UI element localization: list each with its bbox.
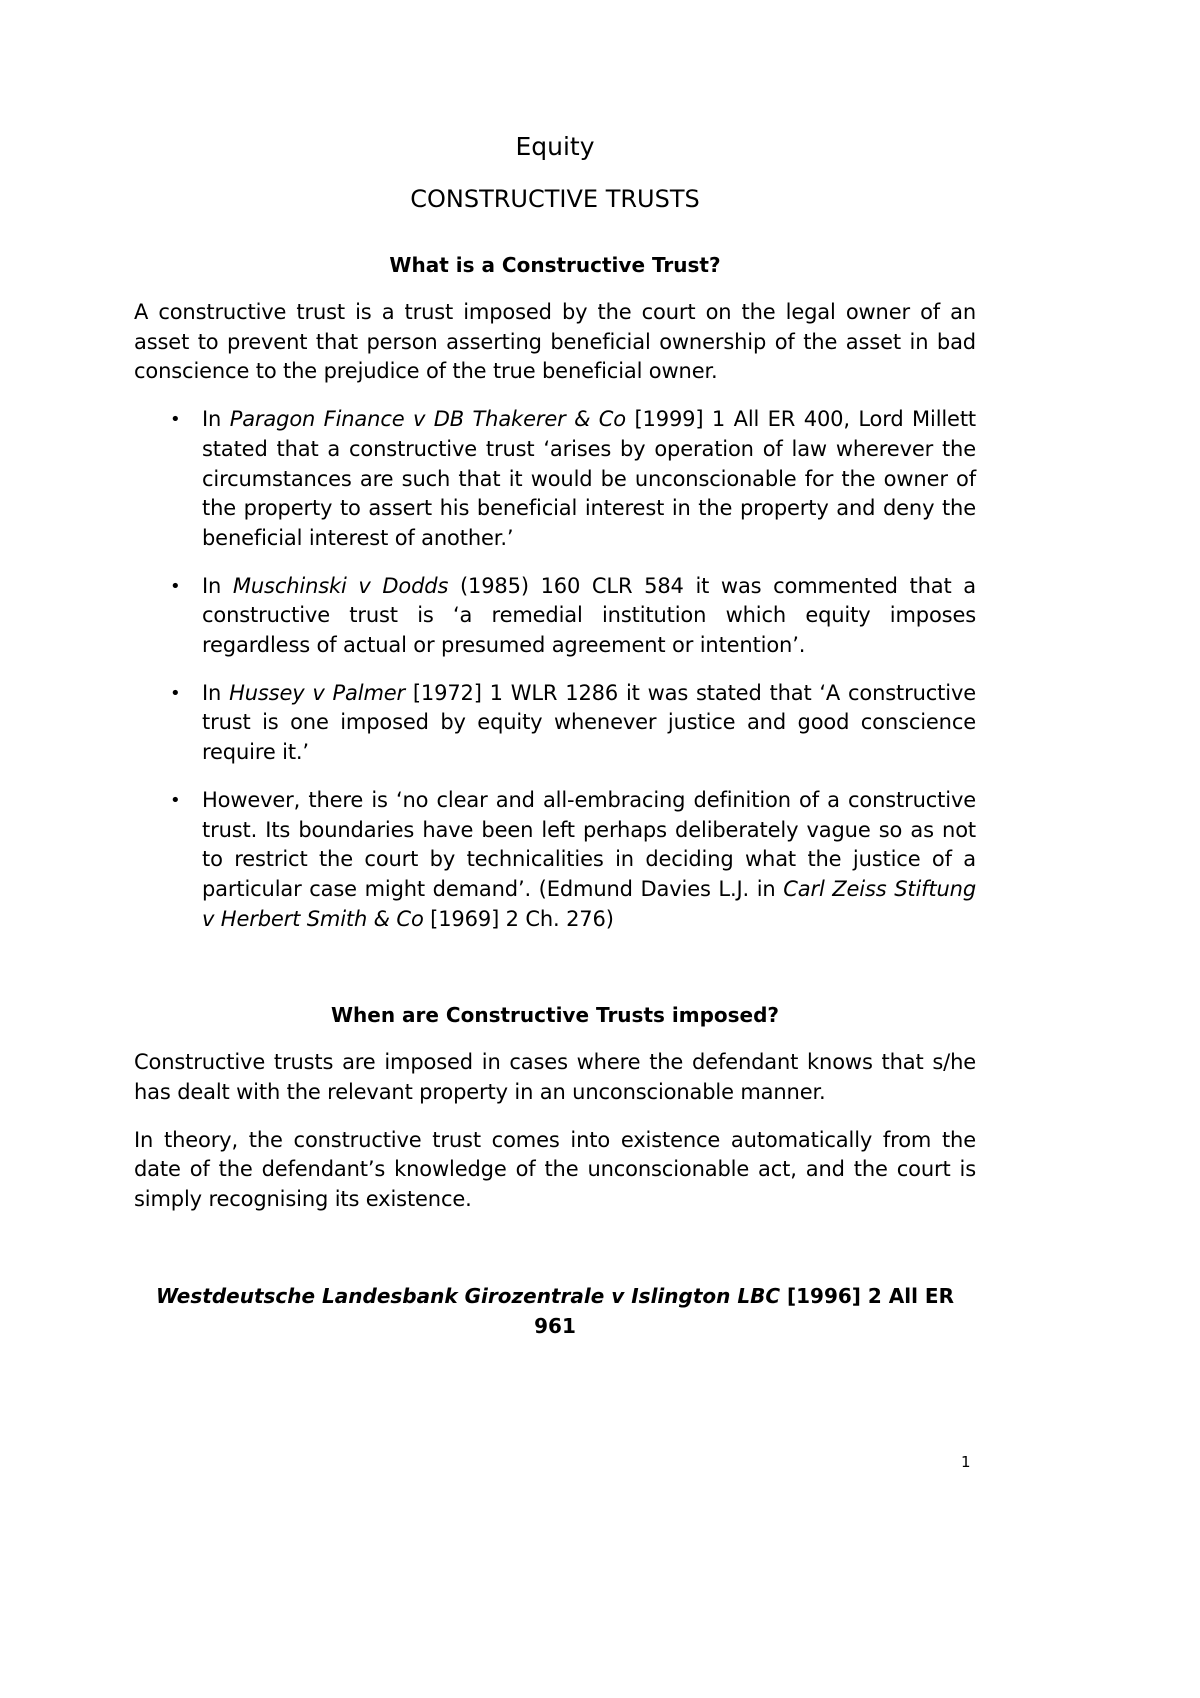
list-item-paragon [134,405,976,554]
bullet-icon: • [170,575,181,597]
bullet-text-pre: However, there is ‘no clear and all-embracing definition of a constructive trust. Its boundaries have been left perhaps deliberately vague so as not to restrict the court by technicalities in deciding what the justice of a particular case might demand’. (Edmund Davies L.J. in [202,787,976,901]
case-citation: [1996] 2 All ER 961 [534,1283,954,1338]
paragraph-when-imposed: Constructive trusts are imposed in cases where the defendant knows that s/he has dealt with the relevant property in an unconscionable manner. [134,1050,976,1105]
paragraph-in-theory: In theory, the constructive trust comes into existence automatically from the date of the defendant’s knowledge of the unconscionable act, and the court is simply recognising its existence. [134,1127,976,1212]
case-name: Muschinski v Dodds [232,573,449,598]
bullet-text-pre: In [202,573,233,598]
bullet-icon: • [170,409,181,431]
page-number: 1 [961,1453,971,1471]
bullet-text-post: [1969] 2 Ch. 276) [423,906,614,931]
document-subject: Equity [515,132,595,161]
document-title: CONSTRUCTIVE TRUSTS [410,185,700,213]
bullet-text-post: (1985) 160 CLR 584 it was commented that a constructive trust is ‘a remedial institution which equity imposes regardless of actual or presumed agreement or intention’. [202,573,976,658]
case-name: Carl Zeiss Stiftung v Herbert Smith & Co [202,876,977,931]
list-item-hussey [134,679,976,768]
bullet-icon: • [170,682,181,704]
list-item-muschinski [134,572,976,661]
bullet-text-pre: In [202,680,230,705]
section-heading-what-is: What is a Constructive Trust? [389,253,721,277]
case-name: Paragon Finance v DB Thakerer & Co [229,407,626,432]
bullet-text-post: [1999] 1 All ER 400, Lord Millett stated that a constructive trust ‘arises by operation of law wherever the circumstances are such that it would be unconscionable for the owner of the property to assert his beneficial interest in the property and deny the beneficial interest of another.’ [202,407,976,550]
case-heading-westdeutsche [134,1281,976,1341]
bullet-text-pre: In [202,407,230,432]
bullet-text-post: [1972] 1 WLR 1286 it was stated that ‘A constructive trust is one imposed by equity whenever justice and good conscience require it.’ [202,680,976,765]
list-item-carl-zeiss [134,786,976,935]
document-page [134,130,976,1341]
intro-paragraph: A constructive trust is a trust imposed by the court on the legal owner of an asset to prevent that person asserting beneficial ownership of the asset in bad conscience to the prejudice of the true beneficial owner. [134,300,976,384]
section-heading-when-imposed: When are Constructive Trusts imposed? [330,1003,780,1028]
case-bullet-list [134,405,976,934]
bullet-icon: • [170,789,181,811]
case-name: Westdeutsche Landesbank Girozentrale v Islington LBC [156,1283,781,1308]
case-name: Hussey v Palmer [229,680,406,705]
